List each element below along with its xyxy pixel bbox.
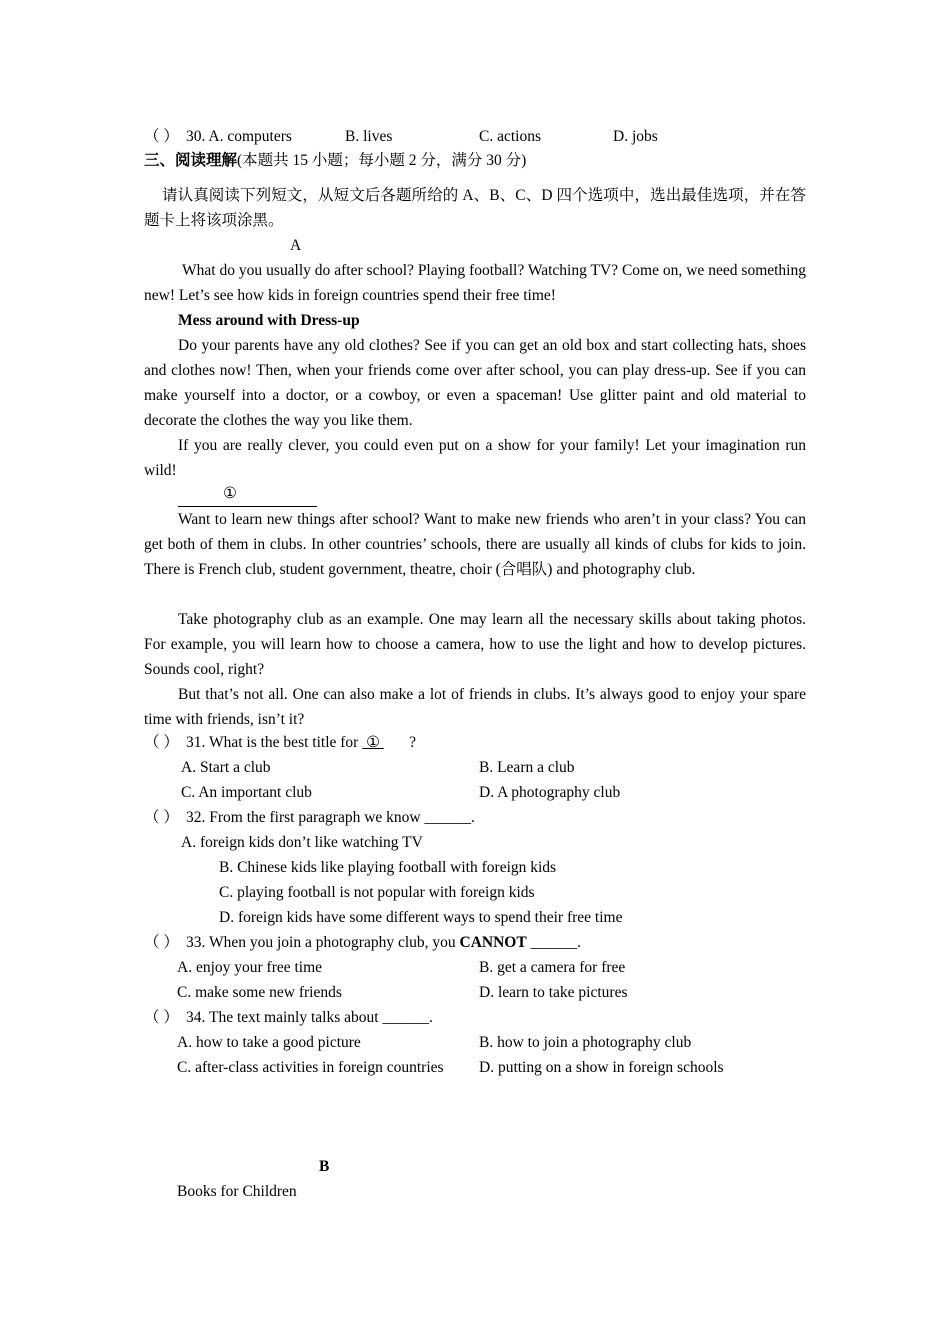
q34-option-c: C. after-class activities in foreign countries	[177, 1059, 444, 1076]
q34-option-a: A. how to take a good picture	[177, 1034, 361, 1051]
q30-stem: 30. A. computers	[186, 128, 292, 145]
q33-stem	[186, 933, 581, 953]
q30-paren: （ ）	[144, 128, 179, 145]
q31-paren: （ ）	[144, 734, 179, 751]
paragraph-show: If you are really clever, you could even put on a show for your family! Let your imagination run wild!	[144, 437, 806, 479]
q31-stem-end: ?	[409, 734, 417, 751]
passage-b-label: B	[319, 1158, 330, 1175]
q31-stem	[186, 733, 416, 753]
section-note: (本题共 15 小题；每小题 2 分，满分 30 分)	[237, 152, 527, 169]
q32-option-a: A. foreign kids don’t like watching TV	[181, 834, 423, 851]
paragraph-clubs: Want to learn new things after school? Want to make new friends who aren’t in your class? You can get both of them in clubs. In other countries’ schools, there are usually all kinds of clubs for kids to join. There is French club, student government, theatre, choir (合唱队) and photography club.	[144, 511, 806, 578]
q33-stem-text: 33. When you join a photography club, you	[186, 934, 460, 951]
q33-option-a: A. enjoy your free time	[177, 959, 323, 976]
q33-option-b: B. get a camera for free	[479, 959, 626, 976]
section-title: 三、阅读理解	[144, 152, 238, 169]
paragraph-photography: Take photography club as an example. One may learn all the necessary skills about taking photos. For example, you will learn how to choose a camera, how to use the light and how to develop pictures. Sounds cool, right?	[144, 611, 806, 678]
q34-paren: （ ）	[144, 1009, 179, 1026]
q32-option-b: B. Chinese kids like playing football with foreign kids	[219, 859, 557, 876]
section-heading	[144, 151, 526, 171]
q31-stem-blank: ①	[362, 734, 384, 751]
passage-a-label: A	[290, 237, 302, 254]
q31-option-b: B. Learn a club	[479, 759, 575, 776]
q32-option-c: C. playing football is not popular with foreign kids	[219, 884, 535, 901]
q31-stem-text: 31. What is the best title for	[186, 734, 363, 751]
subheading-dress-up: Mess around with Dress-up	[178, 312, 360, 329]
passage-b-title: Books for Children	[177, 1183, 297, 1200]
q33-paren: （ ）	[144, 934, 179, 951]
q33-option-d: D. learn to take pictures	[479, 984, 628, 1001]
q34-option-d: D. putting on a show in foreign schools	[479, 1059, 724, 1076]
q32-paren: （ ）	[144, 809, 179, 826]
q31-blank-tail	[385, 733, 409, 751]
q32-option-d: D. foreign kids have some different ways to spend their free time	[219, 909, 623, 926]
q33-option-c: C. make some new friends	[177, 984, 342, 1001]
paragraph-friends: But that’s not all. One can also make a lot of friends in clubs. It’s always good to enjoy your spare time with friends, isn’t it?	[144, 686, 806, 728]
q30-option-c: C. actions	[479, 128, 541, 145]
q34-stem: 34. The text mainly talks about ______.	[186, 1009, 433, 1026]
q31-option-c: C. An important club	[181, 784, 312, 801]
q31-option-d: D. A photography club	[479, 784, 621, 801]
reading-instruction: 请认真阅读下列短文，从短文后各题所给的 A、B、C、D 四个选项中，选出最佳选项，并在答题卡上将该项涂黑。	[144, 187, 806, 229]
blank-mark-1: ①	[223, 485, 237, 502]
q31-option-a: A. Start a club	[181, 759, 271, 776]
q30-option-b: B. lives	[345, 128, 393, 145]
q33-stem-bold: CANNOT	[459, 934, 527, 951]
q32-stem: 32. From the first paragraph we know ______.	[186, 809, 475, 826]
q33-stem-end: ______.	[526, 934, 581, 951]
q34-option-b: B. how to join a photography club	[479, 1034, 692, 1051]
passage-a-intro: What do you usually do after school? Playing football? Watching TV? Come on, we need something new! Let’s see how kids in foreign countries spend their free time!	[144, 262, 806, 304]
q30-option-d: D. jobs	[613, 128, 658, 145]
paragraph-dress-up: Do your parents have any old clothes? See if you can get an old box and start collecting hats, shoes and clothes now! Then, when your friends come over after school, you can play dress-up. See if you can make yourself into a doctor, or a cowboy, or even a spaceman! Use glitter paint and old material to decorate the clothes the way you like them.	[144, 337, 806, 429]
